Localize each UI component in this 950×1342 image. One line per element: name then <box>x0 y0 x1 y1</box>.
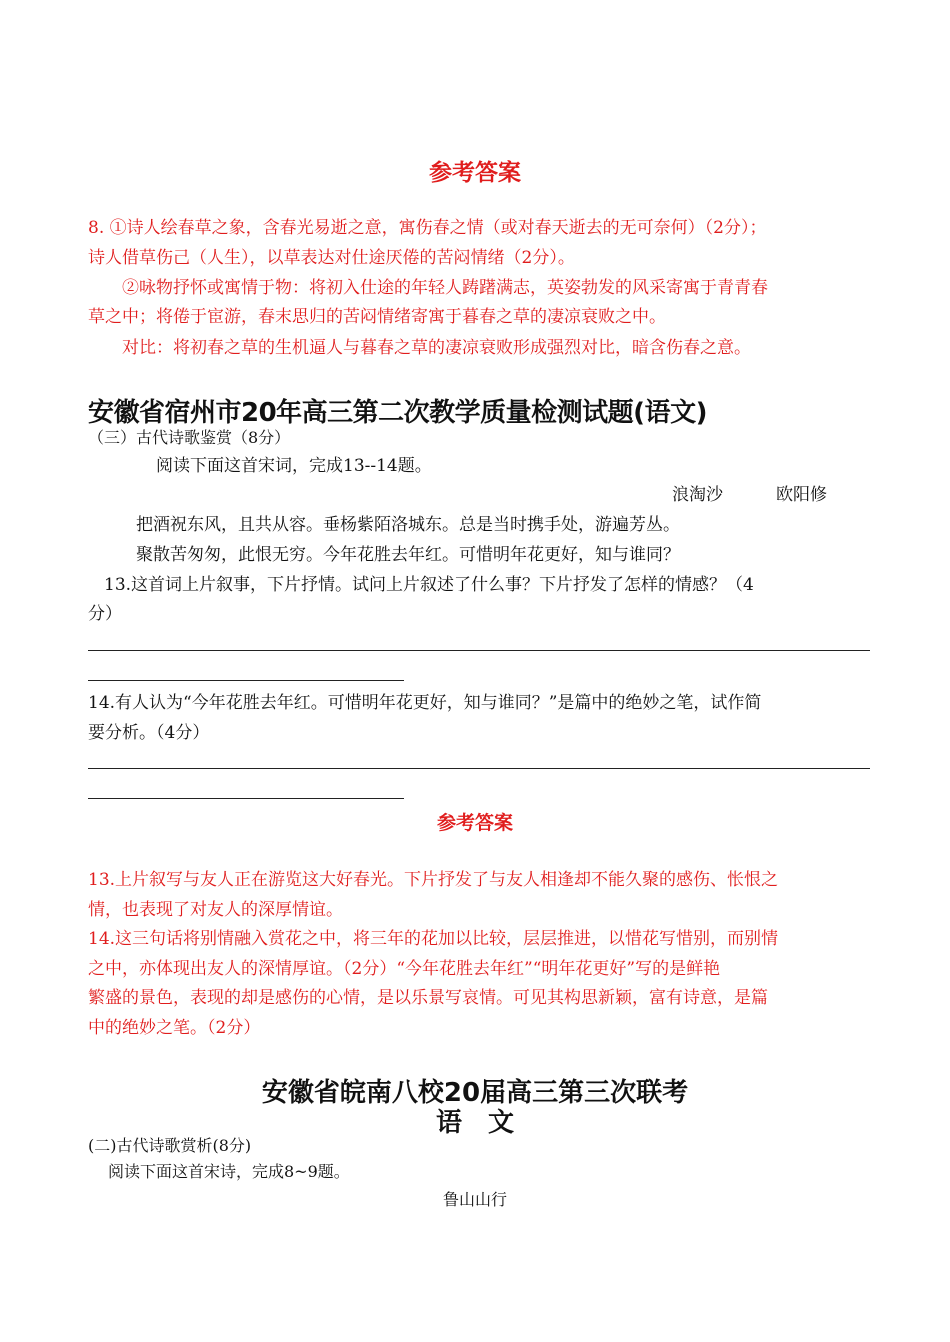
question-13: 13.这首词上片叙事，下片抒情。试问上片叙述了什么事？下片抒发了怎样的情感？（4 <box>104 575 754 595</box>
exam-subject: 语 文 <box>435 1108 514 1138</box>
instruction: 阅读下面这首宋词，完成13--14题。 <box>156 456 432 476</box>
answer-line: 中的绝妙之笔。（2分） <box>88 1018 261 1038</box>
answer-blank-line <box>88 680 404 681</box>
answer-line: 14.这三句话将别情融入赏花之中，将三年的花加以比较，层层推进，以惜花写惜别，而别情 <box>88 929 779 949</box>
exam-heading: 安徽省宿州市20年高三第二次教学质量检测试题(语文) <box>88 398 707 428</box>
section-label: (二)古代诗歌赏析(8分) <box>88 1136 252 1155</box>
instruction: 阅读下面这首宋诗，完成8~9题。 <box>108 1162 350 1181</box>
question-14-cont: 要分析。（4分） <box>88 723 210 743</box>
poem-line: 把酒祝东风，且共从容。垂杨紫陌洛城东。总是当时携手处，游遍芳丛。 <box>136 515 680 535</box>
exam-heading: 安徽省皖南八校20届高三第三次联考 <box>261 1078 689 1108</box>
answer-line: 8. ①诗人绘春草之象，含春光易逝之意，寓伤春之情（或对春天逝去的无可奈何）（2分）； <box>88 218 767 238</box>
answer-blank-line <box>88 768 870 769</box>
poem-line: 聚散苦匆匆，此恨无穷。今年花胜去年红。可惜明年花更好，知与谁同？ <box>136 545 680 565</box>
question-14: 14.有人认为“今年花胜去年红。可惜明年花更好，知与谁同？”是篇中的绝妙之笔，试作简 <box>88 693 762 713</box>
poem-title: 浪淘沙 <box>672 485 723 505</box>
answer-title: 参考答案 <box>429 160 521 186</box>
answer-line: ②咏物抒怀或寓情于物：将初入仕途的年轻人踌躇满志，英姿勃发的风采寄寓于青青春 <box>122 278 768 298</box>
poem-title: 鲁山山行 <box>442 1190 507 1209</box>
answer-line: 草之中；将倦于宦游，春末思归的苦闷情绪寄寓于暮春之草的凄凉衰败之中。 <box>88 307 666 327</box>
answer-line: 13.上片叙写与友人正在游览这大好春光。下片抒发了与友人相逢却不能久聚的感伤、怅恨之 <box>88 870 779 890</box>
question-13-cont: 分） <box>88 604 122 624</box>
poem-author: 欧阳修 <box>776 485 827 505</box>
answer-line: 情，也表现了对友人的深厚情谊。 <box>88 900 343 920</box>
answer-line: 繁盛的景色，表现的却是感伤的心情，是以乐景写哀情。可见其构思新颖，富有诗意，是篇 <box>88 988 768 1008</box>
answer-line: 诗人借草伤己（人生），以草表达对仕途厌倦的苦闷情绪（2分）。 <box>88 248 575 268</box>
answer-blank-line <box>88 798 404 799</box>
answer-blank-line <box>88 650 870 651</box>
answer-title: 参考答案 <box>436 812 513 834</box>
section-label: （三）古代诗歌鉴赏（8分） <box>88 428 291 447</box>
answer-line: 之中，亦体现出友人的深情厚谊。（2分）“今年花胜去年红”“明年花更好”写的是鲜艳 <box>88 959 721 979</box>
answer-line: 对比：将初春之草的生机逼人与暮春之草的凄凉衰败形成强烈对比，暗含伤春之意。 <box>122 338 751 358</box>
